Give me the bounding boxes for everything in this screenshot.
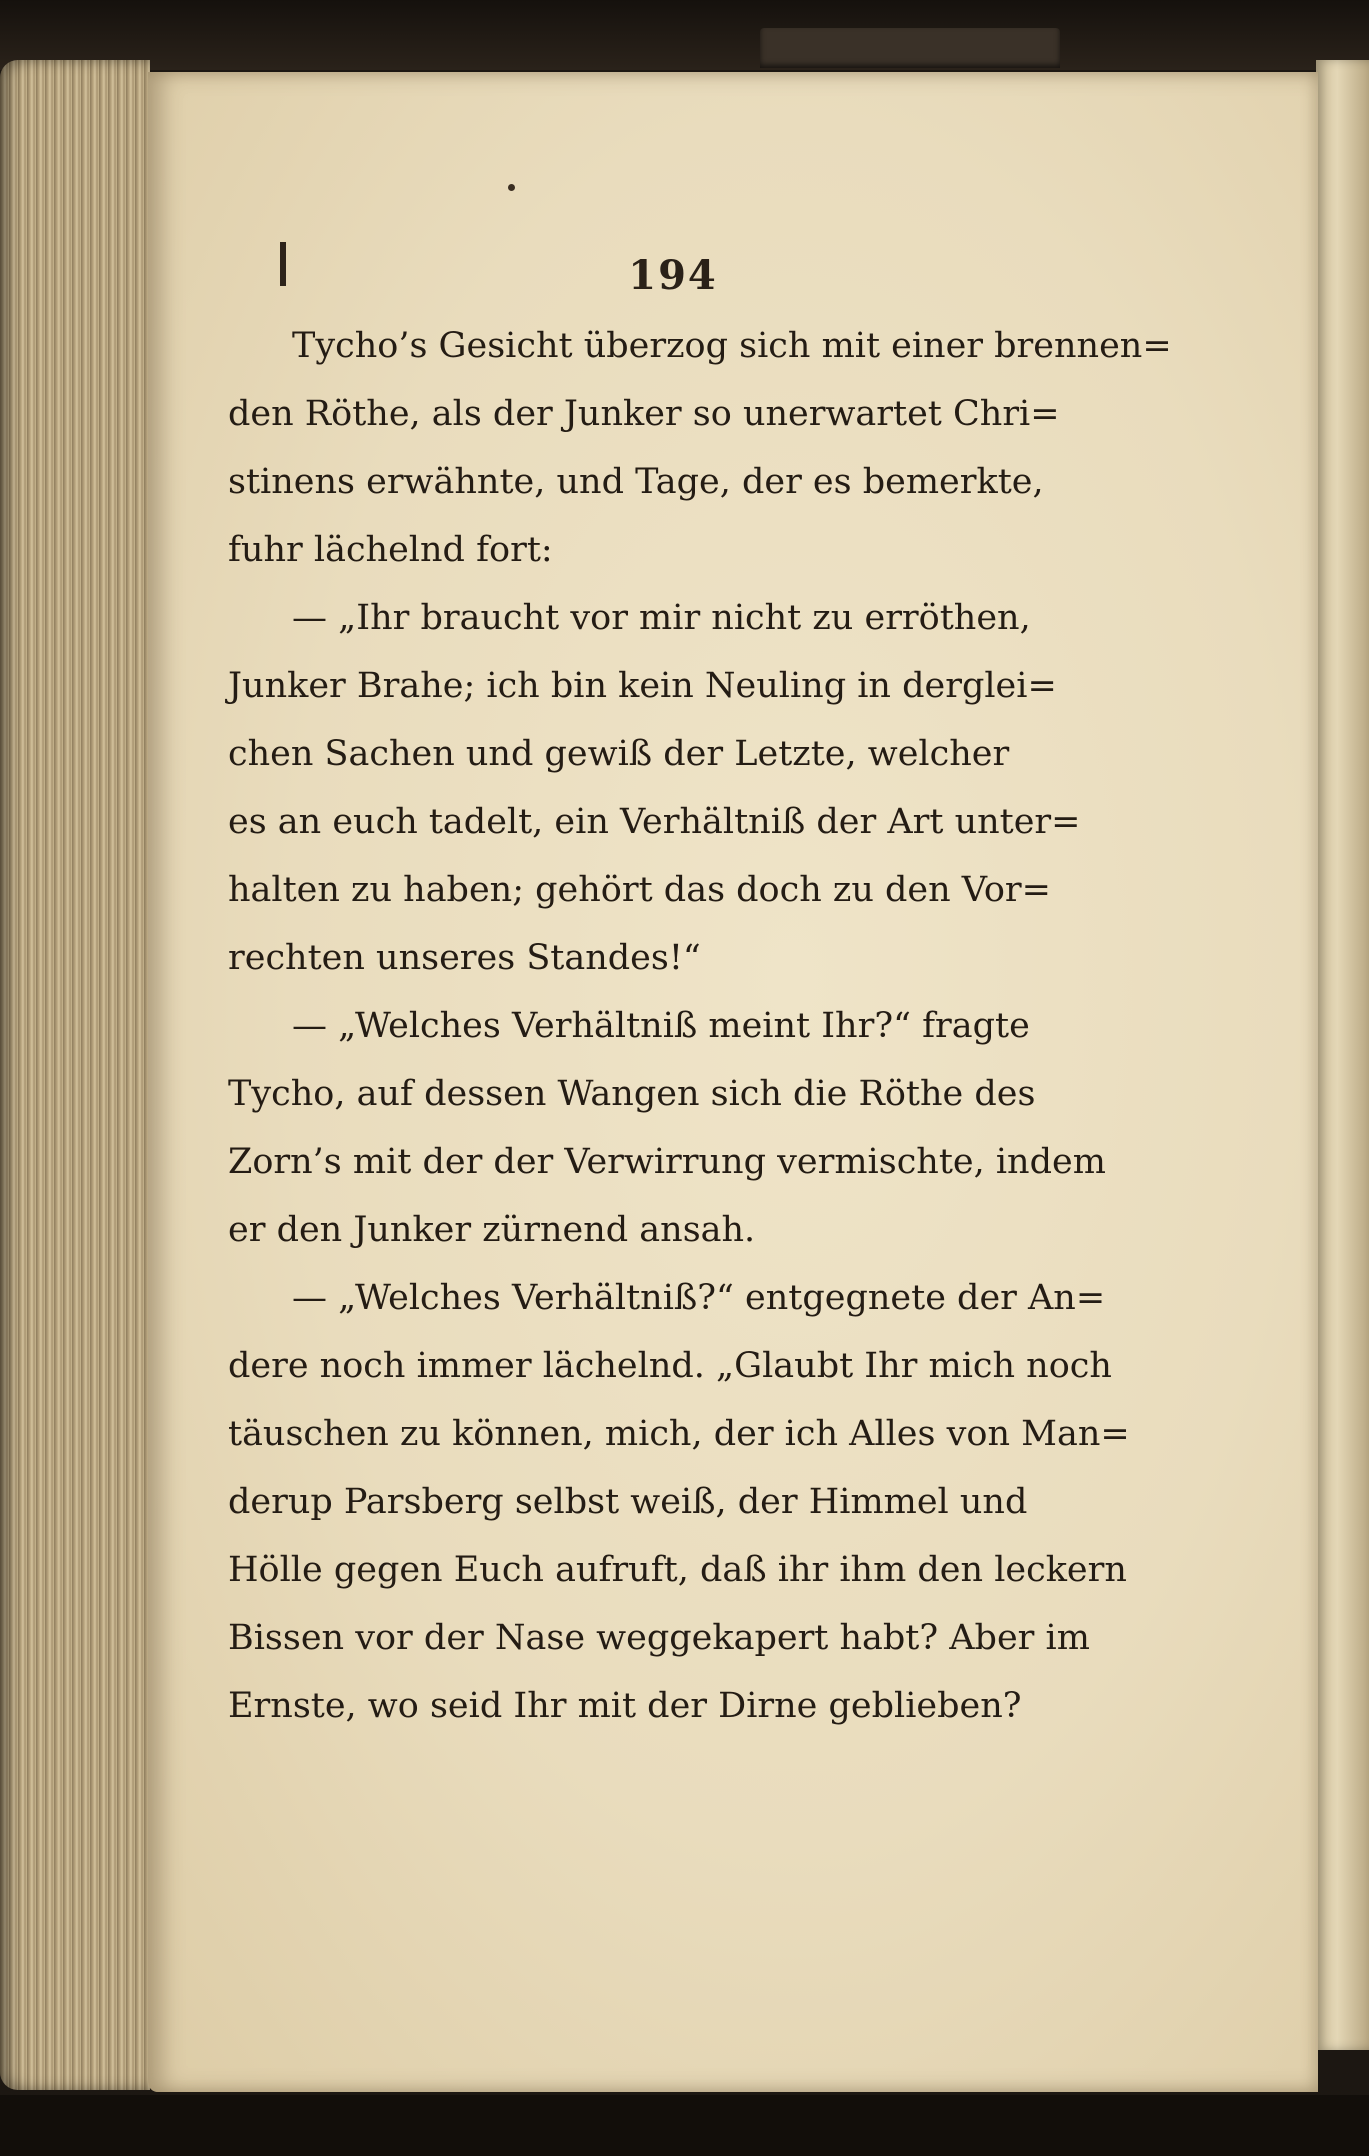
text-line: dere noch immer lächelnd. „Glaubt Ihr mich noch — [228, 1346, 1112, 1386]
text-line: stinens erwähnte, und Tage, der es bemerkte, — [228, 462, 1044, 502]
text-line: den Röthe, als der Junker so unerwartet Chri= — [228, 394, 1060, 434]
text-line: derup Parsberg selbst weiß, der Himmel und — [228, 1482, 1028, 1522]
text-line: es an euch tadelt, ein Verhältniß der Art unter= — [228, 802, 1081, 842]
text-line: — „Ihr braucht vor mir nicht zu erröthen, — [292, 598, 1031, 638]
page-number: 194 — [628, 252, 718, 299]
next-page-edge — [1316, 60, 1369, 2050]
text-line: halten zu haben; gehört das doch zu den Vor= — [228, 870, 1051, 910]
text-line: täuschen zu können, mich, der ich Alles von Man= — [228, 1414, 1130, 1454]
text-line: chen Sachen und gewiß der Letzte, welcher — [228, 734, 1010, 774]
text-line: — „Welches Verhältniß meint Ihr?“ fragte — [292, 1006, 1030, 1046]
ink-dot — [508, 184, 515, 191]
text-line: fuhr lächelnd fort: — [228, 530, 553, 570]
book-cover-bottom — [0, 2095, 1369, 2156]
book-spine-fragment — [760, 28, 1060, 68]
text-line: Tycho, auf dessen Wangen sich die Röthe des — [228, 1074, 1036, 1114]
text-line: Tycho’s Gesicht überzog sich mit einer brennen= — [292, 326, 1172, 366]
text-line: Bissen vor der Nase weggekapert habt? Aber im — [228, 1618, 1090, 1658]
page-edges-stack — [0, 60, 150, 2090]
text-line: Ernste, wo seid Ihr mit der Dirne geblieben? — [228, 1686, 1022, 1726]
text-line: — „Welches Verhältniß?“ entgegnete der An= — [292, 1278, 1106, 1318]
text-line: Hölle gegen Euch aufruft, daß ihr ihm den leckern — [228, 1550, 1127, 1590]
text-line: Junker Brahe; ich bin kein Neuling in derglei= — [228, 666, 1057, 706]
text-line: rechten unseres Standes!“ — [228, 938, 701, 978]
text-line: Zorn’s mit der der Verwirrung vermischte, indem — [228, 1142, 1106, 1182]
text-line: er den Junker zürnend ansah. — [228, 1210, 756, 1250]
page-body-text — [228, 312, 1172, 1740]
book-cover-top — [0, 0, 1369, 70]
